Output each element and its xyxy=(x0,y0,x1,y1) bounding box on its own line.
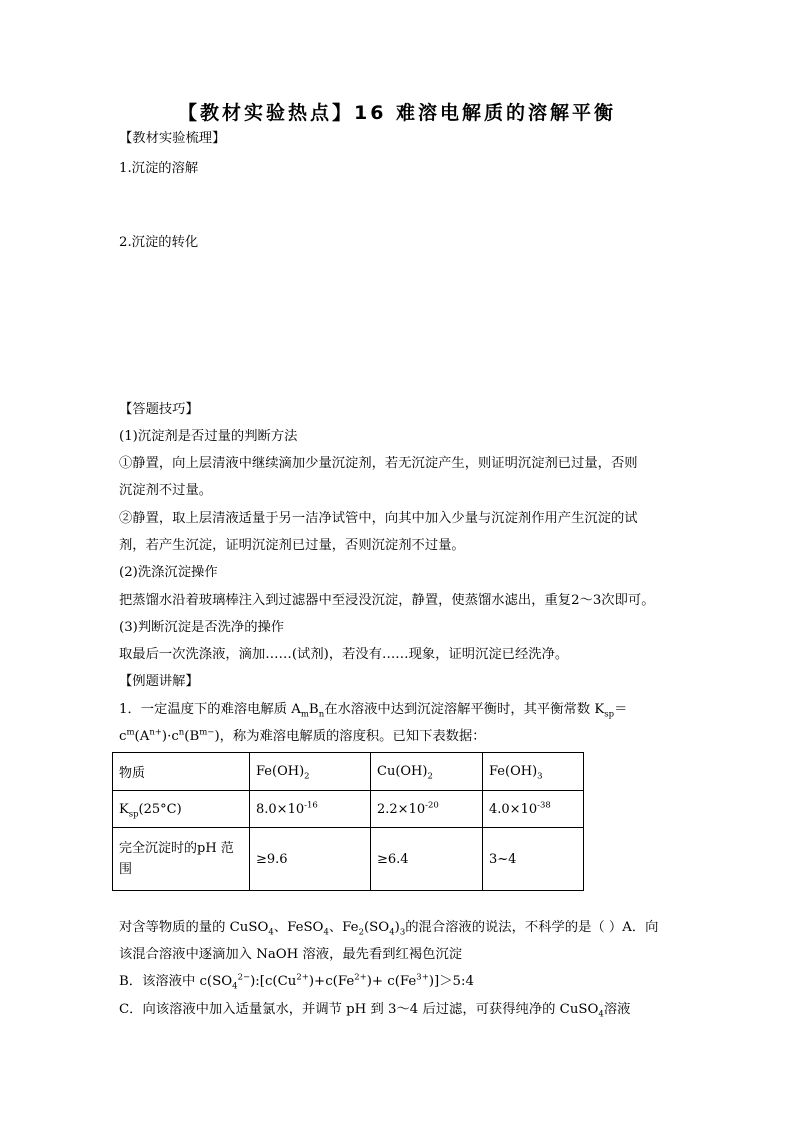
example-header: 【例题讲解】 xyxy=(119,674,199,689)
tip-3-title: (3)判断沉淀是否洗净的操作 xyxy=(119,620,285,635)
option-c: C．向该溶液中加入适量氯水，并调节 pH 到 3～4 后过滤，可获得纯净的 CuSO$_4$溶液 xyxy=(119,1002,631,1020)
table-cell: $2.2\times 10^{-20}$ xyxy=(371,791,483,828)
option-b: B．该溶液中 $c(SO_4^{2-}):[c(Cu^{2+})+c(Fe^{2+})+$ $c(Fe^{3+})]>5:4$ xyxy=(119,972,474,992)
table-cell: 3~4 xyxy=(483,828,584,891)
table-cell: $Cu(OH)_2$ xyxy=(371,753,483,791)
table-row xyxy=(113,828,584,891)
table-cell: ≥9.6 xyxy=(250,828,371,891)
table-cell: $4.0\times 10^{-38}$ xyxy=(483,791,584,828)
table-cell: $Fe(OH)_3$ xyxy=(483,753,584,791)
question-line-1: 1．一定温度下的难溶电解质 $A_mB_n$在水溶液中达到沉淀溶解平衡时，其平衡常数 $K_{sp}=$ xyxy=(119,702,628,720)
tip-2-title: (2)洗涤沉淀操作 xyxy=(119,565,218,580)
table-cell: 物质 xyxy=(113,753,250,791)
table-cell: $Fe(OH)_2$ xyxy=(250,753,371,791)
question-context-line-2: 该混合溶液中逐滴加入 NaOH 溶液，最先看到红褐色沉淀 xyxy=(119,947,463,962)
tip-1b-line-2: 剂，若产生沉淀，证明沉淀剂已过量，否则沉淀剂不过量。 xyxy=(119,538,465,553)
tip-2-body: 把蒸馏水沿着玻璃棒注入到过滤器中至浸没沉淀，静置，使蒸馏水滤出，重复2～3次即可。 xyxy=(119,593,655,608)
question-context-line-1: 对含等物质的量的 CuSO$_4$、FeSO$_4$、$Fe_2(SO_4)_3$的混合溶液的说法，不科学的是（ ）A．向 xyxy=(119,920,659,938)
table-row xyxy=(113,791,584,828)
tip-1-title: (1)沉淀剂是否过量的判断方法 xyxy=(119,429,298,444)
ksp-data-table xyxy=(112,752,584,891)
table-cell: 完全沉淀时的pH 范 围 xyxy=(113,828,250,891)
review-header: 【教材实验梳理】 xyxy=(119,131,226,146)
tip-1a-line-1: ①静置，向上层清液中继续滴加少量沉淀剂，若无沉淀产生，则证明沉淀剂已过量，否则 xyxy=(119,456,638,471)
tip-1b-line-1: ②静置，取上层清液适量于另一洁净试管中，向其中加入少量与沉淀剂作用产生沉淀的试 xyxy=(119,511,638,526)
item-2-heading: 2.沉淀的转化 xyxy=(119,235,199,250)
table-cell: $8.0\times 10^{-16}$ xyxy=(250,791,371,828)
tip-3-body: 取最后一次洗涤液，滴加……(试剂)，若没有……现象，证明沉淀已经洗净。 xyxy=(119,647,569,662)
table-cell: $K_{sp}(25^\circ C)$ xyxy=(113,791,250,828)
question-line-2: $c^m(A^{n+})\cdot c^n(B^{m-})$，称为难溶电解质的溶度积。已知下表数据： xyxy=(119,727,486,744)
table-cell: ≥6.4 xyxy=(371,828,483,891)
table-row xyxy=(113,753,584,791)
page-title: 【教材实验热点】16 难溶电解质的溶解平衡 xyxy=(177,102,617,124)
item-1-heading: 1.沉淀的溶解 xyxy=(119,161,199,176)
tips-header: 【答题技巧】 xyxy=(119,402,199,417)
tip-1a-line-2: 沉淀剂不过量。 xyxy=(119,483,213,498)
